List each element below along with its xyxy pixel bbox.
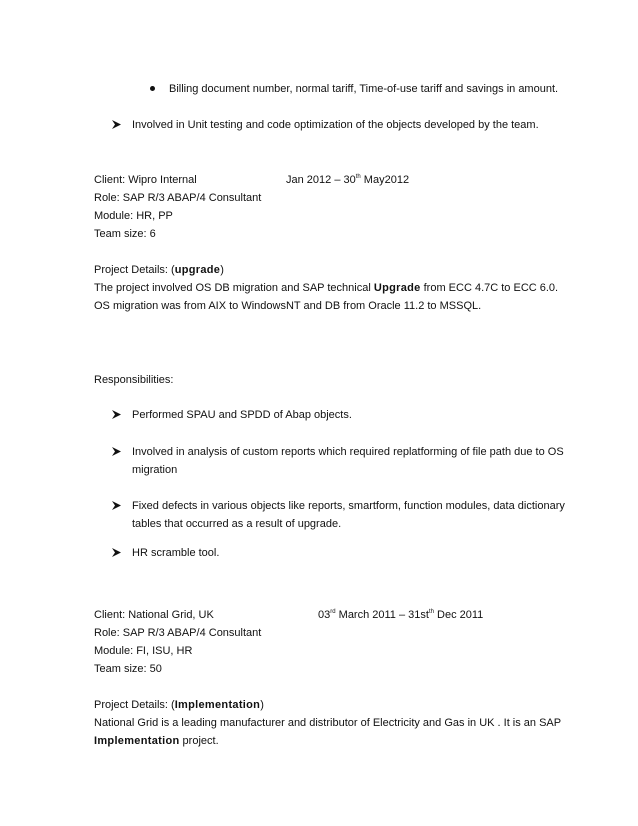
project1-module: Module: HR, PP (94, 210, 173, 222)
bullet-dot-icon (150, 86, 155, 91)
project2-client: Client: National Grid, UK (94, 609, 214, 621)
responsibility-item: Performed SPAU and SPDD of Abap objects. (132, 409, 352, 421)
project1-description-line2: OS migration was from AIX to WindowsNT and DB from Oracle 11.2 to MSSQL. (94, 300, 482, 312)
project2-role: Role: SAP R/3 ABAP/4 Consultant (94, 627, 262, 639)
project1-client: Client: Wipro Internal (94, 174, 197, 186)
arrow-bullet-icon (111, 500, 122, 511)
project1-team-size: Team size: 6 (94, 228, 156, 240)
project2-team-size: Team size: 50 (94, 663, 162, 675)
project2-details-heading: Project Details: (Implementation) (94, 699, 264, 711)
arrow-bullet-icon (111, 409, 122, 420)
responsibility-item-continued: migration (132, 464, 178, 476)
responsibility-item-continued: tables that occurred as a result of upgrade. (132, 518, 342, 530)
project1-details-heading: Project Details: (upgrade) (94, 264, 224, 276)
project1-dates: Jan 2012 – 30th May2012 (286, 174, 410, 186)
project2-dates: 03rd March $2011 - 31st^{th}$ Dec 2011 (318, 609, 484, 621)
project1-description-line1: The project involved OS DB migration and SAP technical Upgrade from ECC 4.7C to ECC 6.0. (94, 282, 559, 294)
responsibility-item: HR scramble tool. (132, 547, 220, 559)
project2-module: Module: FI, ISU, HR (94, 645, 193, 657)
responsibility-item: Involved in analysis of custom reports which required replatforming of file path due to OS (132, 446, 564, 458)
responsibilities-heading: Responsibilities: (94, 374, 174, 386)
arrow-bullet-icon (111, 446, 122, 457)
unit-testing-bullet-text: Involved in Unit testing and code optimization of the objects developed by the team. (132, 119, 539, 131)
arrow-bullet-icon (111, 547, 122, 558)
responsibility-item: Fixed defects in various objects like reports, smartform, function modules, data dictionary (132, 500, 565, 512)
project2-description-line1: National Grid is a leading manufacturer and distributor of Electricity and Gas in UK . It is an SAP (94, 717, 562, 729)
arrow-bullet-icon (111, 119, 122, 130)
project2-description-line2: Implementation project. (94, 735, 219, 747)
project1-role: Role: SAP R/3 ABAP/4 Consultant (94, 192, 262, 204)
billing-bullet-text: Billing document number, normal tariff, Time-of-use tariff and savings in amount. (169, 83, 559, 95)
